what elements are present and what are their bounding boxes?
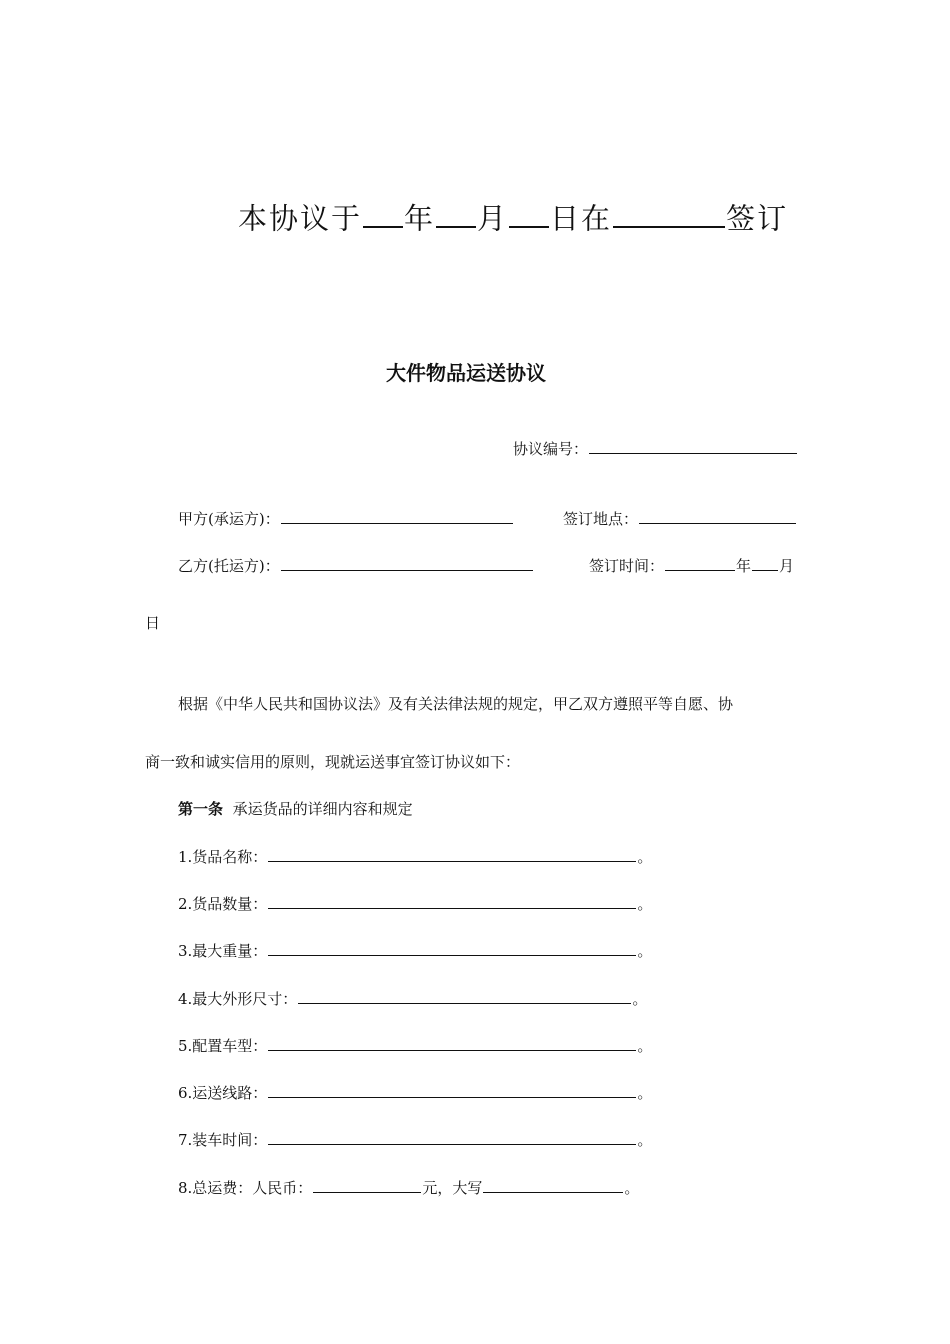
preamble-line-1: 根据《中华人民共和国协议法》及有关法律法规的规定，甲乙双方遵照平等自愿、协 (178, 695, 734, 713)
signing-day-at: 日在 (550, 201, 613, 236)
party-a-row (178, 507, 514, 529)
signing-year: 年 (404, 201, 436, 236)
item-end: 。 (637, 1083, 653, 1102)
route-blank[interactable] (268, 1081, 636, 1098)
signing-time-year: 年 (736, 556, 752, 575)
place-blank[interactable] (613, 196, 725, 228)
signing-place-row (563, 507, 797, 529)
item-label: 7.装车时间： (178, 1130, 268, 1149)
vehicle-type-blank[interactable] (268, 1034, 636, 1051)
max-dimensions-blank[interactable] (298, 987, 631, 1004)
item-label: 1.货品名称： (178, 847, 268, 866)
signing-time-row (589, 554, 794, 576)
document-title: 大件物品运送协议 (386, 361, 546, 385)
item-label: 3.最大重量： (178, 941, 268, 960)
item-label: 4.最大外形尺寸： (178, 989, 298, 1008)
freight-uppercase-blank[interactable] (483, 1176, 623, 1193)
party-a-label: 甲方(承运方)： (178, 509, 280, 528)
item-end: 。 (637, 847, 653, 866)
party-b-row (178, 554, 534, 576)
signing-place-label: 签订地点： (563, 509, 639, 528)
signing-time-month: 月 (779, 556, 795, 575)
item-total-freight (178, 1176, 639, 1198)
article-1-heading-row (178, 798, 413, 819)
item-end: 。 (637, 1036, 653, 1055)
item-end: 。 (637, 894, 653, 913)
article-1-text: 承运货品的详细内容和规定 (232, 800, 413, 818)
agreement-number-row (513, 437, 798, 459)
signing-time-day: 日 (145, 614, 161, 632)
party-b-blank[interactable] (281, 554, 533, 571)
item-label: 6.运送线路： (178, 1083, 268, 1102)
item-route (178, 1081, 652, 1103)
item-label: 5.配置车型： (178, 1036, 268, 1055)
max-weight-blank[interactable] (268, 939, 636, 956)
signing-month: 月 (477, 201, 509, 236)
party-a-blank[interactable] (281, 507, 513, 524)
year-blank[interactable] (363, 196, 403, 228)
agreement-number-blank[interactable] (589, 437, 797, 454)
preamble-line-2: 商一致和诚实信用的原则，现就运送事宜签订协议如下： (145, 753, 521, 771)
item-end: 。 (632, 989, 648, 1008)
item-max-weight (178, 939, 652, 961)
goods-name-blank[interactable] (268, 845, 636, 862)
item-max-dimensions (178, 987, 647, 1009)
month-blank[interactable] (436, 196, 476, 228)
item-goods-quantity (178, 892, 652, 914)
agreement-number-label: 协议编号： (513, 439, 589, 458)
signing-line (238, 196, 788, 237)
freight-amount-blank[interactable] (313, 1176, 421, 1193)
article-1-heading: 第一条 (178, 800, 224, 818)
loading-time-blank[interactable] (268, 1128, 636, 1145)
freight-label: 8.总运费：人民币： (178, 1178, 313, 1197)
signing-prefix: 本协议于 (238, 201, 363, 236)
signing-suffix: 签订 (726, 201, 789, 236)
freight-end: 。 (624, 1178, 640, 1197)
item-loading-time (178, 1128, 652, 1150)
signing-time-year-blank[interactable] (665, 554, 735, 571)
item-end: 。 (637, 1130, 653, 1149)
signing-time-label: 签订时间： (589, 556, 665, 575)
item-label: 2.货品数量： (178, 894, 268, 913)
signing-time-month-blank[interactable] (752, 554, 778, 571)
freight-unit: 元，大写 (422, 1178, 483, 1197)
item-vehicle-type (178, 1034, 652, 1056)
goods-quantity-blank[interactable] (268, 892, 636, 909)
item-end: 。 (637, 941, 653, 960)
party-b-label: 乙方(托运方)： (178, 556, 280, 575)
day-blank[interactable] (509, 196, 549, 228)
signing-place-blank[interactable] (639, 507, 796, 524)
item-goods-name (178, 845, 652, 867)
